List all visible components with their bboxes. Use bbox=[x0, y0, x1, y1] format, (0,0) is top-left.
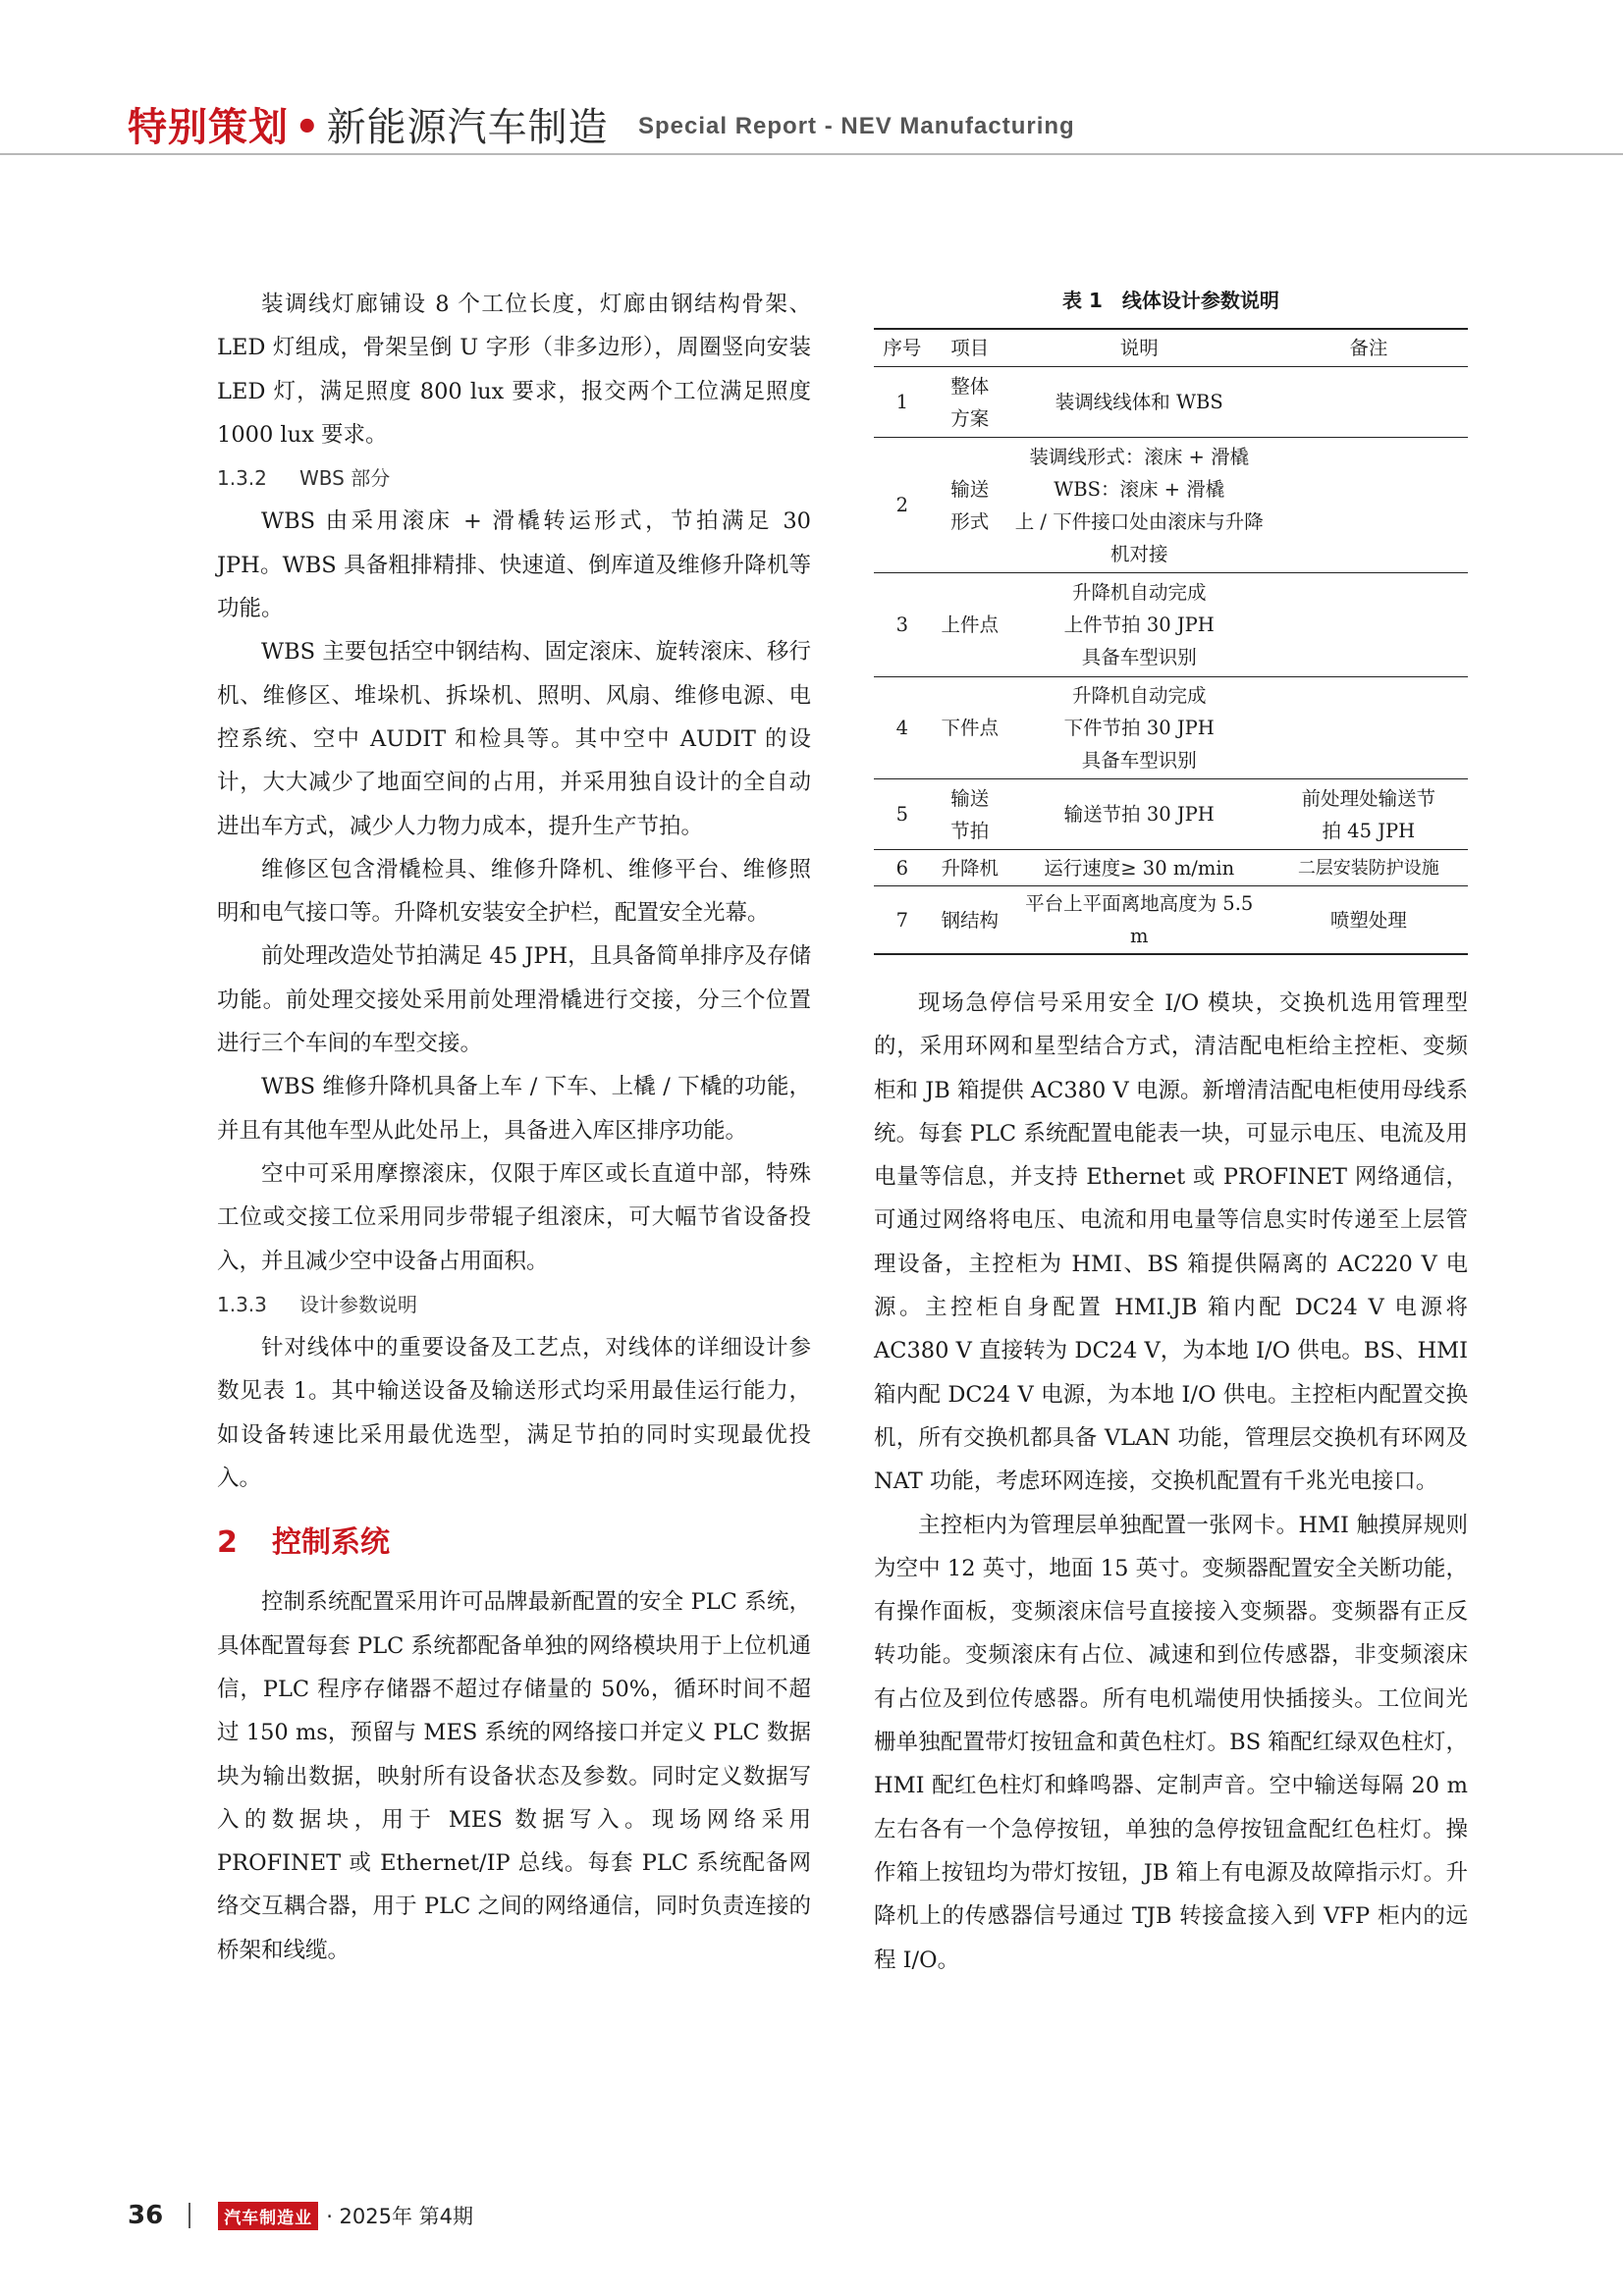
table-cell-note bbox=[1270, 677, 1468, 779]
table-cell-desc: 平台上平面离地高度为 5.5 m bbox=[1025, 892, 1254, 947]
design-parameter-table bbox=[874, 328, 1468, 955]
table-row bbox=[874, 850, 1468, 886]
table-row bbox=[874, 438, 1468, 573]
table-cell-desc: 装调线形式：滚床 + 滑橇 WBS：滚床 + 滑橇 上 / 下件接口处由滚床与升降 机对接 bbox=[1014, 445, 1264, 565]
column-header: 序号 bbox=[874, 329, 931, 367]
left-column bbox=[217, 283, 811, 1972]
table-cell-item: 下件点 bbox=[941, 717, 1000, 739]
section-title: 设计参数说明 bbox=[299, 1292, 417, 1316]
table-cell-item: 上件点 bbox=[941, 614, 1000, 636]
paragraph: 主控柜内为管理层单独配置一张网卡。HMI 触摸屏规则为空中 12 英寸，地面 15 英寸。变频器配置安全关断功能，有操作面板，变频滚床信号直接接入变频器。变频器有正反转功能。变频滚床有占位、减速和到位传感器，非变频滚床有占位及到位传感器。所有电机端使用快插接头。工位间光栅单独配置带灯按钮盒和黄色柱灯。BS 箱配红绿双色柱灯，HMI 配红色柱灯和蜂鸣器、定制声音。空中输送每隔 20 m 左右各有一个急停按钮，单独的急停按钮盒配红色柱灯。操作箱上按钮均为带灯按钮，JB 箱上有电源及故障指示灯。升降机上的传感器信号通过 TJB 转接盒接入到 VFP 柜内的远程 I/O。 bbox=[874, 1512, 1468, 1973]
column-title bbox=[128, 98, 609, 157]
paragraph: WBS 维修升降机具备上车 / 下车、上橇 / 下橇的功能，并且有其他车型从此处吊上，具备进入库区排序功能。 bbox=[217, 1074, 811, 1144]
table-cell-note: 前处理处输送节 拍 45 JPH bbox=[1301, 786, 1436, 842]
column-header: 说明 bbox=[1009, 329, 1270, 367]
table-title: 表 1 线体设计参数说明 bbox=[1062, 289, 1279, 312]
table-cell-no: 7 bbox=[895, 908, 909, 932]
table-cell-no: 2 bbox=[895, 494, 909, 516]
table-cell-no: 3 bbox=[895, 614, 909, 636]
table-cell-no: 5 bbox=[895, 803, 909, 826]
section-title: WBS 部分 bbox=[299, 466, 391, 491]
table-cell-no: 4 bbox=[895, 717, 909, 739]
paragraph: WBS 主要包括空中钢结构、固定滚床、旋转滚床、移行机、维修区、堆垛机、拆垛机、照明、风扇、维修电源、电控系统、空中 AUDIT 和检具等。其中空中 AUDIT 的设计，大大减少了地面空间的占用，并采用独自设计的全自动进出车方式，减少人力物力成本，提升生产节拍。 bbox=[217, 639, 811, 839]
column-title-english: Special Report - NEV Manufacturing bbox=[638, 113, 1075, 139]
column-title-topic: 新能源汽车制造 bbox=[326, 105, 609, 150]
column-title-red: 特别策划 bbox=[128, 105, 289, 150]
section-number: 2 bbox=[217, 1525, 238, 1561]
table-cell-note bbox=[1270, 573, 1468, 677]
table-cell-desc: 升降机自动完成 上件节拍 30 JPH 具备车型识别 bbox=[1063, 581, 1215, 668]
table-cell-desc: 运行速度≥ 30 m/min bbox=[1044, 856, 1235, 880]
table-row bbox=[874, 779, 1468, 850]
paragraph: WBS 由采用滚床 + 滑橇转运形式，节拍满足 30 JPH。WBS 具备粗排精排、快速道、倒库道及维修升降机等功能。 bbox=[217, 508, 811, 622]
table-row bbox=[874, 677, 1468, 779]
column-header: 项目 bbox=[931, 329, 1009, 367]
title-separator-dot: • bbox=[295, 105, 321, 150]
paragraph: 空中可采用摩擦滚床，仅限于库区或长直道中部，特殊工位或交接工位采用同步带辊子组滚床，可大幅节省设备投入，并且减少空中设备占用面积。 bbox=[217, 1160, 811, 1274]
section-heading-2 bbox=[217, 1520, 811, 1567]
table-row bbox=[874, 573, 1468, 677]
issue-info: · 2025年 第4期 bbox=[326, 2205, 474, 2228]
section-heading-1-3-2 bbox=[217, 456, 811, 500]
right-column bbox=[874, 982, 1468, 1982]
table-cell-item: 整体 方案 bbox=[950, 374, 990, 430]
section-number: 1.3.2 bbox=[217, 466, 267, 491]
footer-divider bbox=[189, 2203, 190, 2228]
page-number: 36 bbox=[128, 2201, 164, 2230]
table-cell-item: 输送 形式 bbox=[950, 477, 990, 533]
section-heading-1-3-3 bbox=[217, 1283, 811, 1326]
table-cell-note bbox=[1270, 367, 1468, 438]
table-cell-item: 输送 节拍 bbox=[950, 786, 990, 842]
table-row bbox=[874, 367, 1468, 438]
paragraph: 现场急停信号采用安全 I/O 模块，交换机选用管理型的，采用环网和星型结合方式，清洁配电柜给主控柜、变频柜和 JB 箱提供 AC380 V 电源。新增清洁配电柜使用母线系统。每套 PLC 系统配置电能表一块，可显示电压、电流及用电量等信息，并支持 Ethernet 或 PROFINET 网络通信，可通过网络将电压、电流和用电量等信息实时传递至上层管理设备，主控柜为 HMI、BS 箱提供隔离的 AC220 V 电源。主控柜自身配置 HMI.JB 箱内配 DC24 V 电源将 AC380 V 直接转为 DC24 V，为本地 I/O 供电。BS、HMI 箱内配 DC24 V 电源，为本地 I/O 供电。主控柜内配置交换机，所有交换机都具备 VLAN 功能，管理层交换机有环网及 NAT 功能，考虑环网连接，交换机配置有千兆光电接口。 bbox=[874, 990, 1468, 1495]
section-title: 控制系统 bbox=[272, 1525, 390, 1561]
table-row bbox=[874, 886, 1468, 955]
table-header-row bbox=[874, 329, 1468, 367]
table-cell-note: 喷塑处理 bbox=[1329, 908, 1407, 932]
table-cell-note bbox=[1270, 438, 1468, 573]
magazine-logo: 汽车制造业 bbox=[218, 2202, 318, 2230]
table-cell-no: 1 bbox=[895, 391, 909, 413]
header-rule bbox=[0, 153, 1623, 155]
page-footer bbox=[128, 2201, 473, 2240]
paragraph: 针对线体中的重要设备及工艺点，对线体的详细设计参数见表 1。其中输送设备及输送形式均采用最佳运行能力，如设备转速比采用最优选型，满足节拍的同时实现最优投入。 bbox=[217, 1335, 811, 1492]
table-cell-note: 二层安装防护设施 bbox=[1297, 857, 1439, 879]
paragraph: 维修区包含滑橇检具、维修升降机、维修平台、维修照明和电气接口等。升降机安装安全护栏，配置安全光幕。 bbox=[217, 856, 811, 927]
table-cell-item: 升降机 bbox=[941, 856, 1000, 880]
table-cell-desc: 输送节拍 30 JPH bbox=[1063, 803, 1215, 826]
section-number: 1.3.3 bbox=[217, 1292, 267, 1316]
paragraph: 控制系统配置采用许可品牌最新配置的安全 PLC 系统，具体配置每套 PLC 系统都配备单独的网络模块用于上位机通信，PLC 程序存储器不超过存储量的 50%，循环时间不超过 150 ms，预留与 MES 系统的网络接口并定义 PLC 数据块为输出数据，映射所有设备状态及参数。同时定义数据写入的数据块，用于 MES 数据写入。现场网络采用 PROFINET 或 Ethernet/IP 总线。每套 PLC 系统配备网络交互耦合器，用于 PLC 之间的网络通信，同时负责连接的桥架和线缆。 bbox=[217, 1589, 811, 1963]
table-cell-desc: 装调线线体和 WBS bbox=[1055, 391, 1223, 413]
table-cell-desc: 升降机自动完成 下件节拍 30 JPH 具备车型识别 bbox=[1063, 684, 1215, 772]
table-cell-item: 钢结构 bbox=[941, 908, 1000, 932]
paragraph: 前处理改造处节拍满足 45 JPH，且具备简单排序及存储功能。前处理交接处采用前处理滑橇进行交接，分三个位置进行三个车间的车型交接。 bbox=[217, 943, 811, 1057]
column-header: 备注 bbox=[1270, 329, 1468, 367]
table-cell-no: 6 bbox=[895, 856, 909, 880]
paragraph: 装调线灯廊铺设 8 个工位长度，灯廊由钢结构骨架、LED 灯组成，骨架呈倒 U 字形（非多边形），周圈竖向安装 LED 灯，满足照度 800 lux 要求，报交两个工位满足照度 1000 lux 要求。 bbox=[217, 292, 811, 448]
